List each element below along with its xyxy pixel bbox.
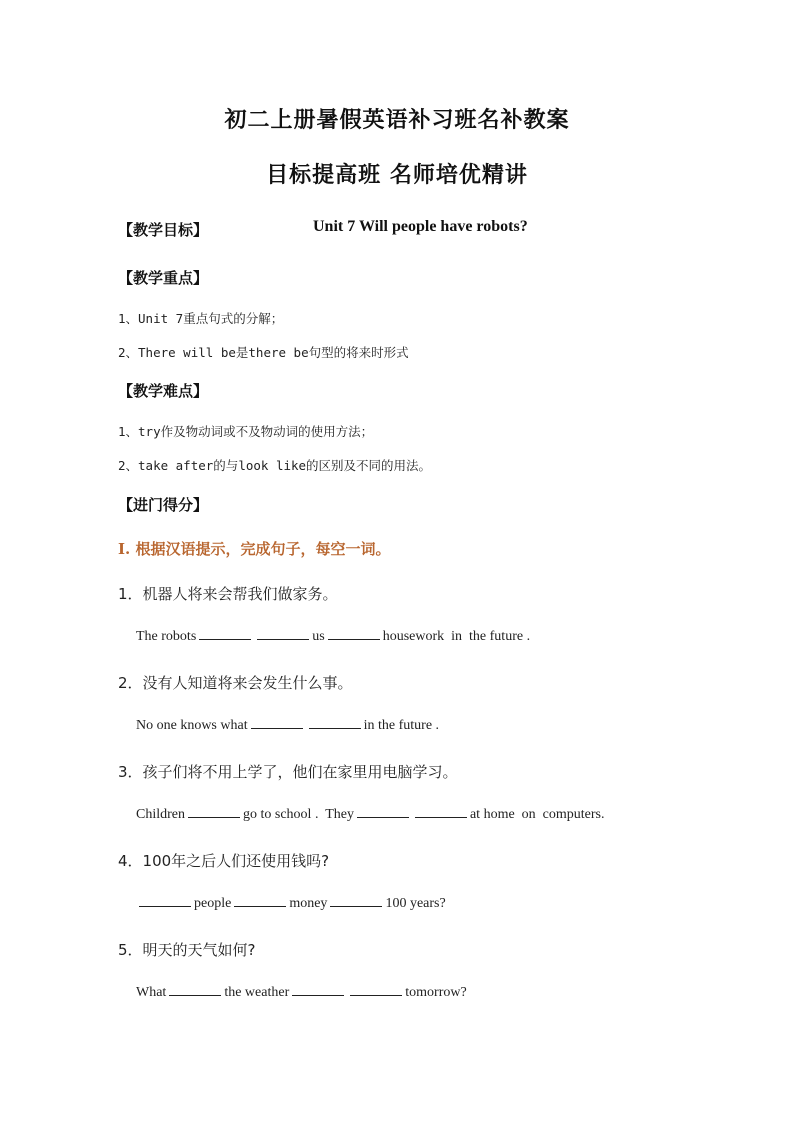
item-text: 的与 bbox=[213, 458, 239, 473]
entry-label: 【进门得分】 bbox=[118, 496, 209, 514]
item-code: There will be bbox=[138, 345, 236, 360]
answer-text: 100 years? bbox=[385, 896, 446, 911]
answer-line bbox=[136, 894, 446, 912]
item-text: 重点句式的分解； bbox=[183, 311, 284, 326]
question-prompt: 5．明天的天气如何? bbox=[118, 941, 256, 959]
answer-line bbox=[136, 627, 530, 645]
answer-line bbox=[136, 805, 605, 823]
answer-text: at home on computers. bbox=[469, 807, 605, 822]
item-number: 2、 bbox=[118, 345, 139, 360]
item-number: 1、 bbox=[118, 311, 139, 326]
key-point-item bbox=[118, 309, 283, 327]
key-points-label: 【教学重点】 bbox=[118, 269, 209, 287]
item-text: 句型的将来时形式 bbox=[308, 345, 409, 360]
answer-blank[interactable] bbox=[330, 894, 382, 907]
answer-blank[interactable] bbox=[199, 627, 251, 640]
exercise-part-title: I. 根据汉语提示，完成句子，每空一词。 bbox=[118, 540, 391, 558]
answer-blank[interactable] bbox=[350, 983, 402, 996]
answer-text: The robots bbox=[136, 629, 197, 644]
answer-text: go to school . They bbox=[243, 807, 354, 822]
answer-text: No one knows what bbox=[136, 718, 248, 733]
item-text: 作及物动词或不及物动词的使用方法； bbox=[160, 424, 374, 439]
answer-line bbox=[136, 716, 439, 734]
item-text: 的区别及不同的用法。 bbox=[306, 458, 432, 473]
item-code: Unit 7 bbox=[138, 311, 184, 326]
item-code: try bbox=[138, 424, 161, 439]
answer-blank[interactable] bbox=[188, 805, 240, 818]
item-code: look like bbox=[238, 458, 307, 473]
answer-blank[interactable] bbox=[357, 805, 409, 818]
difficulty-item bbox=[118, 422, 373, 440]
answer-blank[interactable] bbox=[257, 627, 309, 640]
answer-text: people bbox=[194, 896, 232, 911]
page-title: 初二上册暑假英语补习班名补教案 bbox=[224, 107, 570, 133]
unit-title: Unit 7 Will people have robots? bbox=[313, 218, 528, 235]
item-text: 是 bbox=[235, 345, 249, 360]
question-prompt: 2．没有人知道将来会发生什么事。 bbox=[118, 674, 353, 692]
answer-text: us bbox=[312, 629, 325, 644]
item-code: take after bbox=[138, 458, 214, 473]
answer-blank[interactable] bbox=[234, 894, 286, 907]
item-number: 1、 bbox=[118, 424, 139, 439]
answer-blank[interactable] bbox=[292, 983, 344, 996]
answer-text: Children bbox=[136, 807, 185, 822]
answer-text: in the future . bbox=[363, 718, 440, 733]
answer-blank[interactable] bbox=[251, 716, 303, 729]
answer-blank[interactable] bbox=[139, 894, 191, 907]
difficulty-item bbox=[118, 456, 431, 474]
answer-blank[interactable] bbox=[415, 805, 467, 818]
answer-blank[interactable] bbox=[328, 627, 380, 640]
page-subtitle: 目标提高班 名师培优精讲 bbox=[266, 162, 528, 188]
answer-text: tomorrow? bbox=[405, 985, 467, 1000]
answer-text: money bbox=[289, 896, 328, 911]
question-prompt: 1．机器人将来会帮我们做家务。 bbox=[118, 585, 338, 603]
difficulties-label: 【教学难点】 bbox=[118, 382, 209, 400]
question-prompt: 3．孩子们将不用上学了，他们在家里用电脑学习。 bbox=[118, 763, 458, 781]
answer-blank[interactable] bbox=[309, 716, 361, 729]
question-prompt: 4．100年之后人们还使用钱吗? bbox=[118, 852, 330, 870]
answer-text: What bbox=[136, 985, 167, 1000]
objectives-label: 【教学目标】 bbox=[118, 221, 209, 239]
item-code: there be bbox=[248, 345, 309, 360]
answer-text: the weather bbox=[224, 985, 290, 1000]
answer-text: housework in the future . bbox=[382, 629, 531, 644]
answer-line bbox=[136, 983, 467, 1001]
answer-blank[interactable] bbox=[169, 983, 221, 996]
item-number: 2、 bbox=[118, 458, 139, 473]
key-point-item bbox=[118, 343, 409, 361]
